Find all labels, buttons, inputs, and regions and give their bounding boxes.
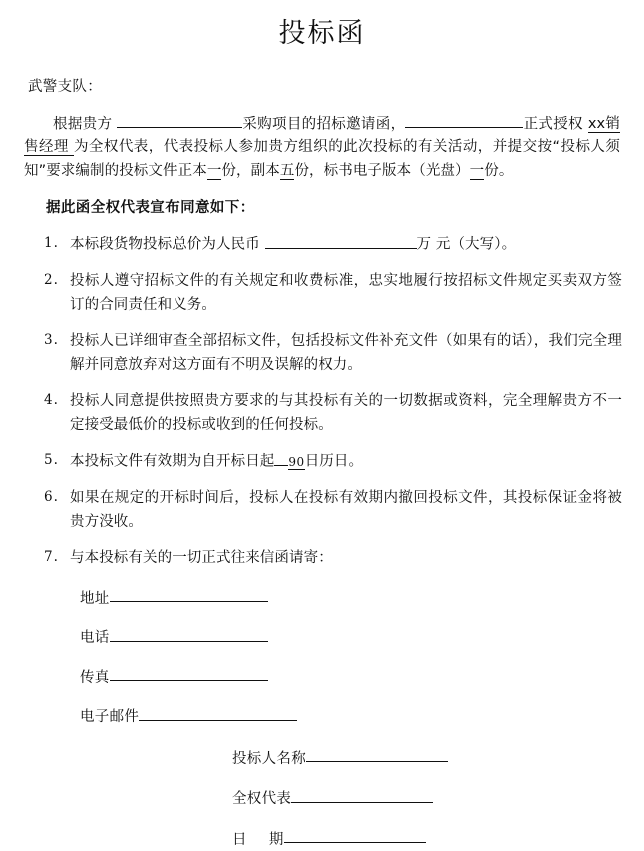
clause-item-3	[44, 330, 622, 377]
contact-label: 电话	[80, 629, 110, 646]
clause-item-7	[44, 547, 622, 570]
signature-field-representative	[232, 788, 644, 811]
contact-label: 电子邮件	[80, 708, 140, 725]
clause-number: 6.	[44, 489, 59, 506]
authorizer-blank[interactable]	[405, 113, 523, 129]
contact-field-address	[80, 588, 644, 611]
representative-input[interactable]	[291, 788, 433, 803]
authorized-representative-name[interactable]: xx	[587, 116, 606, 132]
email-input[interactable]	[139, 706, 297, 721]
opening-segment-6: 份，标书电子版本（光盘）	[294, 162, 470, 179]
addressee-line: 武警支队：	[28, 78, 102, 95]
clause-text: 投标人已详细审查全部招标文件，包括投标文件补充文件（如果有的话），我们完全理解并同意放弃对这方面有不明及误解的权力。	[70, 333, 622, 373]
copies-duplicate-count[interactable]: 五	[279, 162, 295, 179]
clause-item-2	[44, 270, 622, 317]
clause-item-5	[44, 450, 622, 474]
clause-text-before: 本标段货物投标总价为人民币	[70, 236, 260, 253]
opening-segment-2: 采购项目的招标邀请函，	[242, 116, 406, 132]
opening-segment-4: 为全权代表，代表投标人参加贵方组织的此次投标的有关活动，并提交按“投标人须知”要求编制的投标文件正本	[24, 139, 620, 179]
contact-label: 地址	[80, 590, 110, 607]
clause-number: 3.	[44, 332, 59, 349]
signature-field-date	[232, 829, 644, 851]
signature-label-date-part2: 期	[268, 831, 284, 848]
clause-text-before: 本投标文件有效期为自开标日起	[70, 453, 275, 470]
clause-text-after: 日历日。	[304, 453, 364, 470]
declaration-heading: 据此函全权代表宣布同意如下：	[46, 200, 255, 217]
clause-list	[44, 233, 622, 570]
clause-text: 投标人遵守招标文件的有关规定和收费标准，忠实地履行按招标文件规定买卖双方签订的合同责任和义务。	[70, 273, 622, 313]
clause-item-6	[44, 487, 622, 534]
clause-text-after: 万 元（大写）。	[416, 236, 517, 253]
authorized-representative-title[interactable]: 销售经理	[24, 116, 621, 156]
validity-days-lead-rule	[274, 450, 288, 466]
contact-label: 传真	[80, 669, 110, 686]
opening-paragraph	[24, 113, 620, 184]
total-bid-price-blank[interactable]	[265, 233, 417, 249]
contact-field-phone	[80, 627, 644, 650]
clause-item-1	[44, 233, 622, 257]
clause-number: 7.	[44, 549, 59, 566]
page-title: 投标函	[278, 18, 366, 49]
clause-number: 1.	[44, 235, 59, 252]
clause-number: 5.	[44, 452, 59, 469]
validity-days-value[interactable]: 90	[288, 454, 305, 469]
contact-field-fax	[80, 667, 644, 690]
clause-text: 如果在规定的开标时间后，投标人在投标有效期内撤回投标文件，其投标保证金将被贵方没收。	[70, 490, 622, 530]
clause-number: 2.	[44, 272, 59, 289]
bidder-name-input[interactable]	[306, 748, 448, 763]
contact-field-list	[80, 588, 644, 729]
opening-segment-5: 份，副本	[221, 162, 280, 179]
phone-input[interactable]	[110, 627, 268, 642]
copies-disc-count[interactable]: 一	[469, 162, 485, 179]
opening-segment-1: 根据贵方	[53, 116, 113, 132]
copies-original-count[interactable]: 一	[206, 162, 222, 179]
address-input[interactable]	[110, 588, 268, 603]
contact-field-email	[80, 706, 644, 729]
procurement-project-blank[interactable]	[117, 113, 242, 129]
opening-segment-3: 正式授权	[523, 116, 583, 132]
signature-label: 全权代表	[232, 790, 292, 807]
clause-item-4	[44, 390, 622, 437]
signature-field-bidder-name	[232, 748, 644, 771]
clause-text: 投标人同意提供按照贵方要求的与其投标有关的一切数据或资料，完全理解贵方不一定接受最低价的投标或收到的任何投标。	[70, 393, 622, 433]
signature-label-date-part1: 日	[232, 831, 247, 848]
clause-number: 4.	[44, 392, 59, 409]
clause-text: 与本投标有关的一切正式往来信函请寄：	[70, 550, 333, 567]
signature-block	[232, 748, 644, 851]
fax-input[interactable]	[110, 667, 268, 682]
signature-label: 投标人名称	[232, 750, 306, 767]
date-input[interactable]	[284, 829, 426, 844]
opening-segment-7: 份。	[484, 162, 514, 179]
